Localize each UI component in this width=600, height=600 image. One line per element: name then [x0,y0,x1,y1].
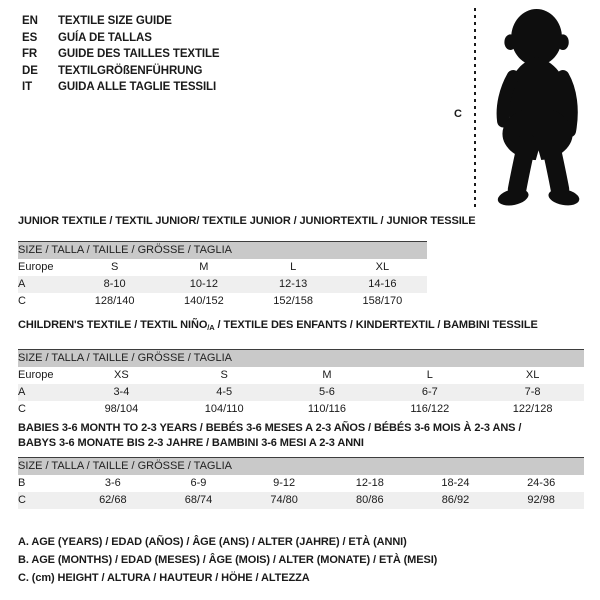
size-value-cell: 110/116 [307,403,347,415]
size-value-cell: 86/92 [441,494,470,506]
section-title [18,214,476,229]
section-title-segment: / TEXTILE DES ENFANTS / KINDERTEXTIL / BAMBINI TESSILE [214,319,538,331]
size-value-cell: 92/98 [527,494,555,506]
size-value-cell: 12-18 [355,477,384,489]
size-value-cell: 6-7 [421,386,438,398]
language-title: GUIDA ALLE TAGLIE TESSILI [58,81,217,93]
size-value-cell: 68/74 [184,494,213,506]
table-row [18,401,584,418]
size-value-cell: 18-24 [441,477,470,489]
size-value-cell: XS [114,369,129,381]
measure-legend-notes [18,533,437,587]
measurement-figure [452,6,598,212]
size-table [18,457,584,509]
size-value-cell: 8-10 [103,278,126,290]
language-title: TEXTILGRÖßENFÜHRUNG [58,64,203,77]
language-code: FR [22,48,38,60]
note-line-0: A. AGE (YEARS) / EDAD (AÑOS) / ÂGE (ANS) / ALTER (JAHRE) / ETÀ (ANNI) [18,536,407,548]
size-guide-section-1 [18,318,584,418]
language-code: IT [22,81,33,93]
language-title: TEXTILE SIZE GUIDE [58,15,172,27]
size-value-cell: 74/80 [270,494,298,506]
table-row [18,276,427,293]
size-value-cell: 104/110 [204,403,244,415]
size-value-cell: M [199,261,209,273]
size-guide-section-2 [18,421,584,509]
language-row-de [22,63,220,80]
language-row-en [22,13,220,30]
size-value-cell: 6-9 [190,477,207,489]
size-value-cell: S [220,369,228,381]
row-label-cell: C [18,494,26,506]
size-table [18,349,584,418]
size-value-cell: 7-8 [524,386,541,398]
size-guide-section-0 [18,214,476,310]
size-value-cell: 80/86 [356,494,384,506]
note-line-2: C. (cm) HEIGHT / ALTURA / HAUTEUR / HÖHE / ALTEZZA [18,572,310,584]
size-header-bar: SIZE / TALLA / TAILLE / GRÖSSE / TAGLIA [18,458,584,475]
size-value-cell: 4-5 [216,386,233,398]
size-value-cell: 10-12 [189,278,218,290]
language-title: GUIDE DES TAILLES TEXTILE [58,48,220,60]
section-title-segment: BABYS 3-6 MONATE BIS 2-3 JAHRE / BAMBINI 3-6 MESI A 2-3 ANNI [18,437,364,449]
size-value-cell: 98/104 [104,403,139,415]
table-row [18,475,584,492]
height-measure-label: C [454,108,462,120]
language-row-it [22,79,220,96]
language-code: ES [22,31,38,44]
row-label-cell: Europe [18,369,54,381]
section-title-segment: /A [207,323,215,332]
table-row [18,293,427,310]
height-measure-dotted-line [474,8,476,210]
row-label-cell: C [18,403,26,415]
toddler-silhouette-icon [481,6,598,211]
size-value-cell: 12-13 [279,278,308,290]
language-title: GUÍA DE TALLAS [58,31,152,44]
size-header-bar: SIZE / TALLA / TAILLE / GRÖSSE / TAGLIA [18,242,427,259]
size-value-cell: 9-12 [273,477,296,489]
section-title [18,421,584,451]
section-title [18,318,584,335]
size-value-cell: 5-6 [319,386,335,398]
row-label-cell: B [18,477,26,489]
table-row [18,384,584,401]
size-table [18,241,427,310]
size-value-cell: S [110,261,119,273]
language-row-fr [22,46,220,63]
language-row-es [22,30,220,47]
size-value-cell: 3-6 [104,477,121,489]
language-list [22,13,220,96]
size-value-cell: 122/128 [512,403,553,415]
language-code: EN [22,15,38,27]
size-value-cell: 24-36 [527,477,556,489]
section-title-segment: BABIES 3-6 MONTH TO 2-3 YEARS / BEBÉS 3-6 MESES A 2-3 AÑOS / BÉBÉS 3-6 MOIS À 2-3 ANS / [18,422,522,434]
row-label-cell: A [18,278,26,290]
size-value-cell: L [290,261,297,273]
size-value-cell: 3-4 [113,386,130,398]
section-title-segment: CHILDREN'S TEXTILE / TEXTIL NIÑO [18,319,208,331]
size-value-cell: 14-16 [368,278,397,290]
row-label-cell: A [18,386,26,398]
size-value-cell: 152/158 [273,295,313,307]
size-header-bar: SIZE / TALLA / TAILLE / GRÖSSE / TAGLIA [18,350,584,367]
size-value-cell: 62/68 [99,494,127,506]
table-row [18,259,427,276]
size-value-cell: XL [525,369,540,381]
note-line-1: B. AGE (MONTHS) / EDAD (MESES) / ÂGE (MOIS) / ALTER (MONATE) / ETÀ (MESI) [18,554,438,566]
row-label-cell: Europe [18,261,54,273]
row-label-cell: C [18,295,26,307]
section-title-segment: JUNIOR TEXTILE / TEXTIL JUNIOR/ TEXTILE JUNIOR / JUNIORTEXTIL / JUNIOR TESSILE [18,215,476,227]
size-value-cell: 158/170 [362,295,403,307]
size-value-cell: 140/152 [183,295,224,307]
size-value-cell: L [426,369,433,381]
size-value-cell: 116/122 [410,403,450,415]
table-row [18,492,584,509]
size-value-cell: XL [375,261,390,273]
language-code: DE [22,64,38,77]
table-row [18,367,584,384]
size-value-cell: M [322,369,332,381]
size-value-cell: 128/140 [94,295,135,307]
